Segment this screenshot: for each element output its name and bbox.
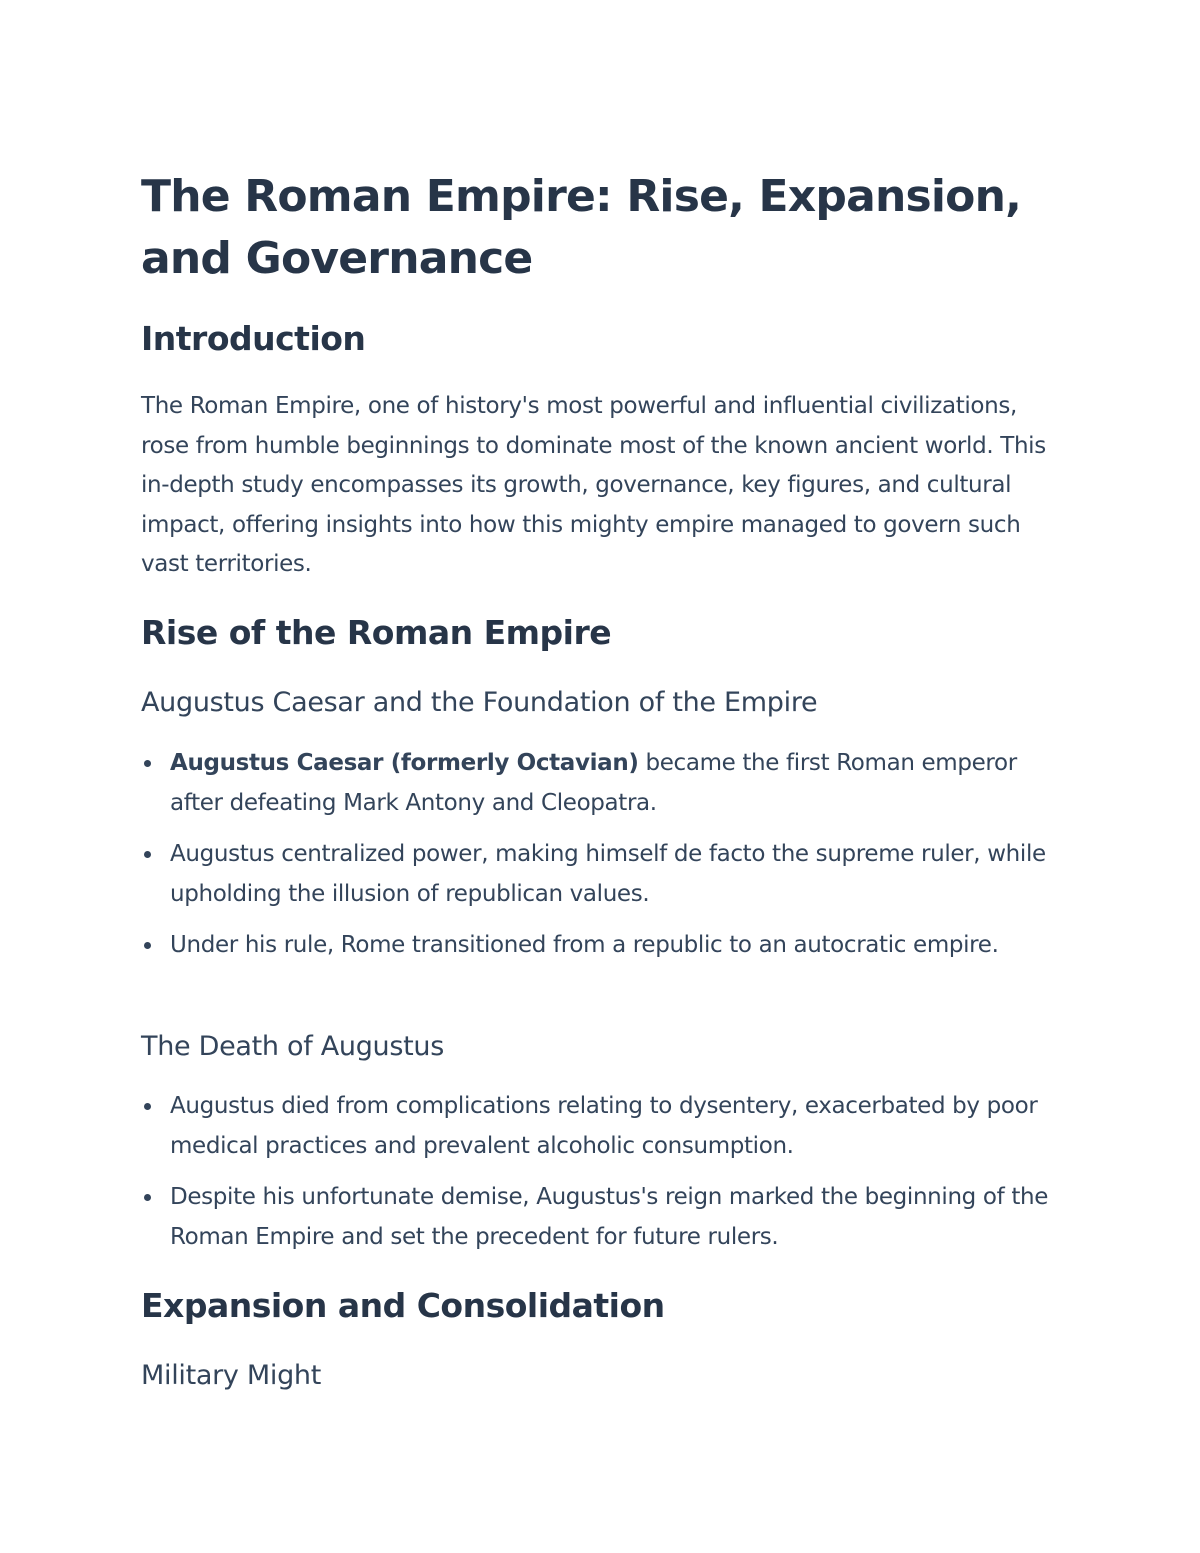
bullet-icon — [144, 1103, 151, 1110]
section-heading-rise: Rise of the Roman Empire — [141, 613, 612, 652]
subsection-heading-augustus-foundation: Augustus Caesar and the Foundation of the Empire — [141, 687, 818, 718]
list-item-text: Augustus centralized power, making himself de facto the supreme ruler, while upholding the illusion of republican values. — [170, 841, 1046, 907]
list-item-text: Despite his unfortunate demise, Augustus's reign marked the beginning of the Roman Empire and set the precedent for future rulers. — [170, 1184, 1049, 1250]
subsection-heading-military-might: Military Might — [141, 1360, 322, 1391]
list-item-text: became the first Roman emperor after defeating Mark Antony and Cleopatra. — [170, 750, 1017, 816]
subsection-heading-death-of-augustus: The Death of Augustus — [141, 1031, 445, 1062]
bullet-list-augustus-foundation — [141, 744, 1071, 978]
list-item-text: Augustus died from complications relating to dysentery, exacerbated by poor medical practices and prevalent alcoholic consumption. — [170, 1093, 1038, 1159]
list-item — [141, 1087, 1071, 1166]
list-item — [141, 926, 1071, 966]
section-heading-introduction: Introduction — [141, 319, 366, 358]
list-item-text: Under his rule, Rome transitioned from a republic to an autocratic empire. — [170, 932, 999, 958]
section-heading-expansion: Expansion and Consolidation — [141, 1286, 665, 1325]
introduction-paragraph: The Roman Empire, one of history's most powerful and influential civilizations, rose from humble beginnings to dominate most of the known ancient world. This in-depth study encompasses its growth, governance, key figures, and cultural impact, offering insights into how this mighty empire managed to govern such vast territories. — [141, 393, 1046, 577]
bullet-icon — [144, 1194, 151, 1201]
list-item — [141, 744, 1071, 823]
bullet-icon — [144, 760, 151, 767]
list-item — [141, 835, 1071, 914]
bullet-icon — [144, 851, 151, 858]
document-title: The Roman Empire: Rise, Expansion, and Governance — [141, 171, 1022, 284]
bullet-icon — [144, 942, 151, 949]
list-item — [141, 1178, 1071, 1257]
list-item-bold: Augustus Caesar (formerly Octavian) — [170, 750, 639, 776]
bullet-list-death-of-augustus — [141, 1087, 1071, 1269]
